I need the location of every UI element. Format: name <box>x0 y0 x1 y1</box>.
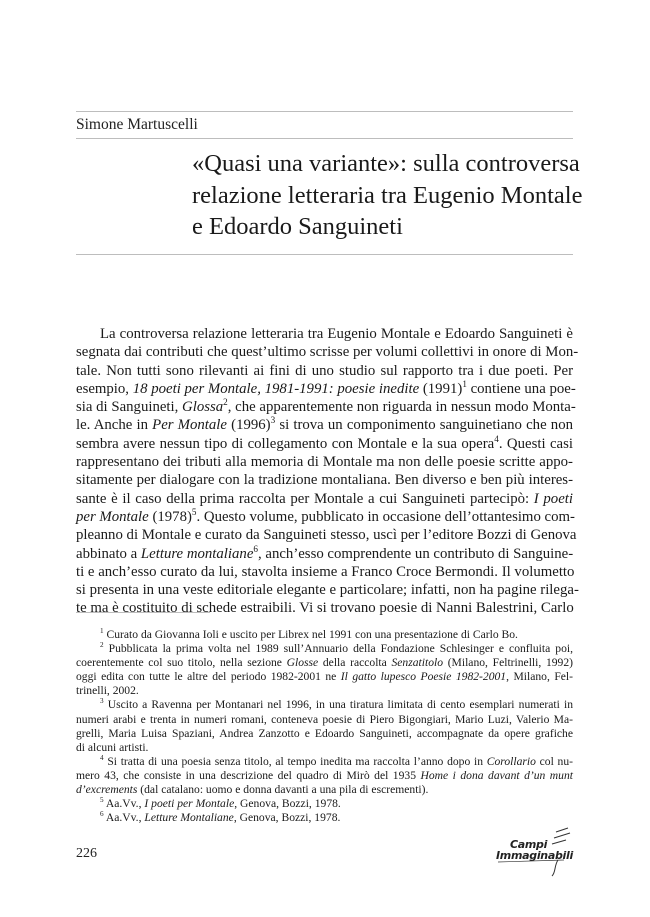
article-title <box>192 148 582 243</box>
footnote-line: di alcuni artisti. <box>76 740 149 754</box>
footnotes <box>76 628 573 825</box>
footnote-ref: 6 <box>253 543 258 554</box>
body-line: rappresentano dei tributi alla memoria di Montale ma non delle poesie scritte appo- <box>76 454 573 471</box>
body-text <box>76 325 579 618</box>
body-line: pleanno di Montale e curato da Sanguineti stesso, uscì per l’editore Bozzi di Genova <box>76 527 577 544</box>
header-rule-top <box>76 111 573 112</box>
footnote-rule <box>76 612 210 613</box>
footnote-2: $^2$ Pubblicata la prima volta nel 1989 sull’Annuario della Fondazione Schlesinger e confluita poi, <box>100 641 573 656</box>
title-line: e Edoardo Sanguineti <box>192 213 403 240</box>
body-line: La controversa relazione letteraria tra Eugenio Montale e Edoardo Sanguineti è <box>100 326 573 342</box>
body-line: sembra avere nessun tipo di collegamento con Montale e la sua opera$^4$. Questi casi <box>76 433 573 452</box>
logo-line-1: Campi <box>510 838 548 851</box>
footnote-line: mero 43, che consiste in una descrizione del quadro di Mirò del 1935 Home i dona davant d’un munt <box>76 768 573 782</box>
footnote-line: grelli, Maria Luisa Spaziani, Andrea Zanzotto e Edoardo Sanguineti, accompagnate da opere grafiche <box>76 726 573 740</box>
page-number: 226 <box>76 846 97 861</box>
body-line: si presenta in una veste editoriale elegante e particolare; infatti, non ha pagine rilega- <box>76 582 579 599</box>
footnote-ref: 3 <box>270 415 276 426</box>
body-line: sante è il caso della prima raccolta per Montale a cui Sanguineti partecipò: I poeti <box>76 490 573 507</box>
body-line: te ma è costituito di schede estraibili. Vi si trovano poesie di Nanni Balestrini, Carlo <box>76 600 574 617</box>
body-line: tale. Non tutti sono rilevanti ai fini di uno studio sul rapporto tra i due poeti. Per <box>76 362 573 379</box>
body-line: esempio, 18 poeti per Montale, 1981-1991: poesie inedite $(1991)^1$ contiene una poe- <box>76 378 576 397</box>
body-line: ti e anch’esso curato da lui, stavolta insieme a Franco Croce Bermondi. Il volumetto <box>76 563 575 580</box>
footnote-1: $^1$ Curato da Giovanna Ioli e uscito per Librex nel 1991 con una presentazione di Carlo Bo. <box>100 627 518 641</box>
body-line: sitamente per dialogare con la tradizione montaliana. Ben diverso e ben più interes- <box>76 472 573 489</box>
footnote-ref: 4 <box>494 433 499 444</box>
footnote-ref: 5 <box>191 507 197 518</box>
title-line: relazione letteraria tra Eugenio Montale <box>192 181 583 209</box>
footnote-line: trinelli, 2002. <box>76 684 139 698</box>
body-line: le. Anche in Per Montale $(1996)^3$ si trova un componimento sanguinetiano che non <box>76 415 573 434</box>
body-line: per Montale $(1978)^5$. Questo volume, pubblicato in occasione dell’ottantesimo com- <box>76 507 575 525</box>
body-line: sia di Sanguineti, Glossa$^2$, che apparentemente non riguarda in nessun modo Monta- <box>76 397 576 416</box>
footnote-line: oggi edita con tutte le altre del periodo 1982-2001 ne Il gatto lupesco Poesie 1982-2001, Milano, Fel- <box>76 670 573 684</box>
header-rule-bottom <box>76 138 573 139</box>
footnote-ref: 1 <box>462 378 467 389</box>
author-name: Simone Martuscelli <box>76 116 198 133</box>
footnote-line: coerentemente col suo titolo, nella sezione Glosse della raccolta Senzatitolo (Milano, Feltrinelli, 1992) <box>76 656 573 670</box>
body-line: abbinato a Letture montaliane$^6$, anch’esso comprendente un contributo di Sanguine- <box>76 543 574 562</box>
footnote-4: $^4$ Si tratta di una poesia senza titolo, al tempo inedita ma raccolta l’anno dopo in Corollario col nu- <box>100 753 573 768</box>
title-rule <box>76 254 573 255</box>
footnote-6: $^6$ Aa.Vv., Letture Montaliane, Genova, Bozzi, 1978. <box>100 810 341 825</box>
body-line: segnata dai contributi che quest’ultimo scrisse per volumi collettivi in onore di Mon- <box>76 344 579 361</box>
footnote-line: numeri arabi e trenta in numeri romani, conteneva poesie di Piero Bigongiari, Mario Luzi, Valerio Ma- <box>76 712 573 726</box>
title-line: «Quasi una variante»: sulla controversa <box>192 150 580 177</box>
footnote-line: d’excrements (dal catalano: uomo e donna davanti a una pila di escrementi). <box>76 783 429 797</box>
footnote-ref: 2 <box>223 397 228 408</box>
logo-line-2: Immaginabili <box>496 849 573 862</box>
footnote-3: $^3$ Uscito a Ravenna per Montanari nel 1996, in una tiratura limitata di cento esemplari numerati in <box>100 697 573 712</box>
publisher-logo <box>494 826 576 878</box>
footnote-5: $^5$ Aa.Vv., I poeti per Montale, Genova, Bozzi, 1978. <box>100 796 341 811</box>
